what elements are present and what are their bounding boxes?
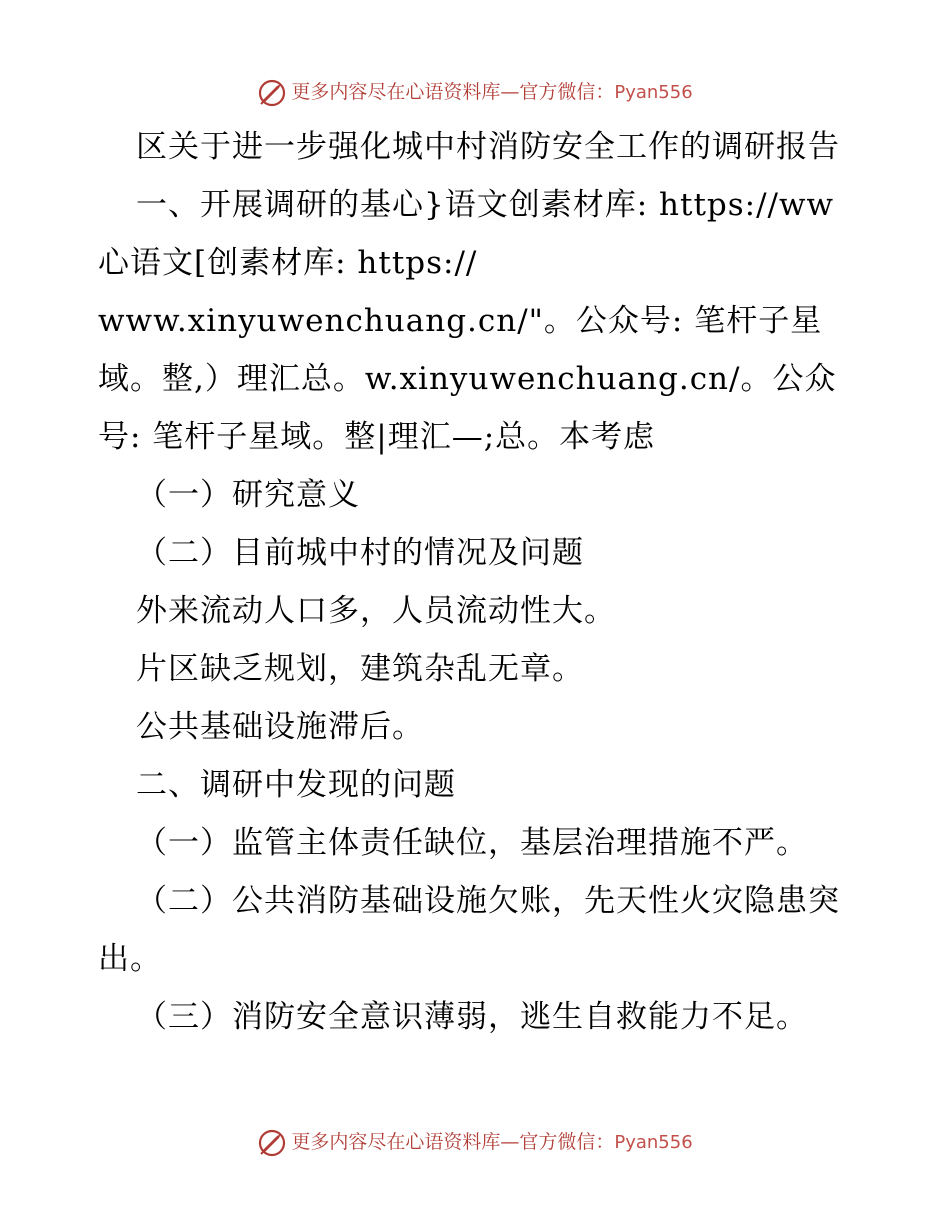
paragraph: 一、开展调研的基心}语文创素材库: https://ww心语文[创素材库: https://	[98, 187, 835, 281]
paragraph: 二、调研中发现的问题	[136, 767, 456, 803]
paragraph: 域。整,）理汇总。w.xinyuwenchuang.cn/。公众号: 笔杆子星域。整|理汇—;总。本考虑	[98, 361, 837, 455]
paragraph: （二）公共消防基础设施欠账，先天性火灾隐患突出。	[98, 883, 840, 977]
banner-wechat-id: Pyan556	[614, 1132, 693, 1153]
paragraph: 片区缺乏规划，建筑杂乱无章。	[136, 651, 584, 687]
quill-logo-icon	[257, 78, 287, 108]
banner-text: 更多内容尽在心语资料库—官方微信：	[291, 81, 615, 103]
document-body	[98, 118, 858, 1046]
paragraph: 外来流动人口多，人员流动性大。	[136, 593, 616, 629]
paragraph: 公共基础设施滞后。	[136, 709, 424, 745]
footer-watermark-banner	[0, 1127, 950, 1158]
paragraph: （二）目前城中村的情况及问题	[136, 535, 584, 571]
quill-logo-icon	[257, 1128, 287, 1158]
paragraph: （三）消防安全意识薄弱，逃生自救能力不足。	[136, 999, 808, 1035]
paragraph: www.xinyuwenchuang.cn/"。公众号: 笔杆子星	[98, 303, 823, 339]
banner-wechat-id: Pyan556	[614, 82, 693, 103]
paragraph: 区关于进一步强化城中村消防安全工作的调研报告	[136, 129, 840, 165]
paragraph: （一）监管主体责任缺位，基层治理措施不严。	[136, 825, 808, 861]
paragraph: （一）研究意义	[136, 477, 360, 513]
banner-text: 更多内容尽在心语资料库—官方微信：	[291, 1131, 615, 1153]
header-watermark-banner	[0, 77, 950, 108]
